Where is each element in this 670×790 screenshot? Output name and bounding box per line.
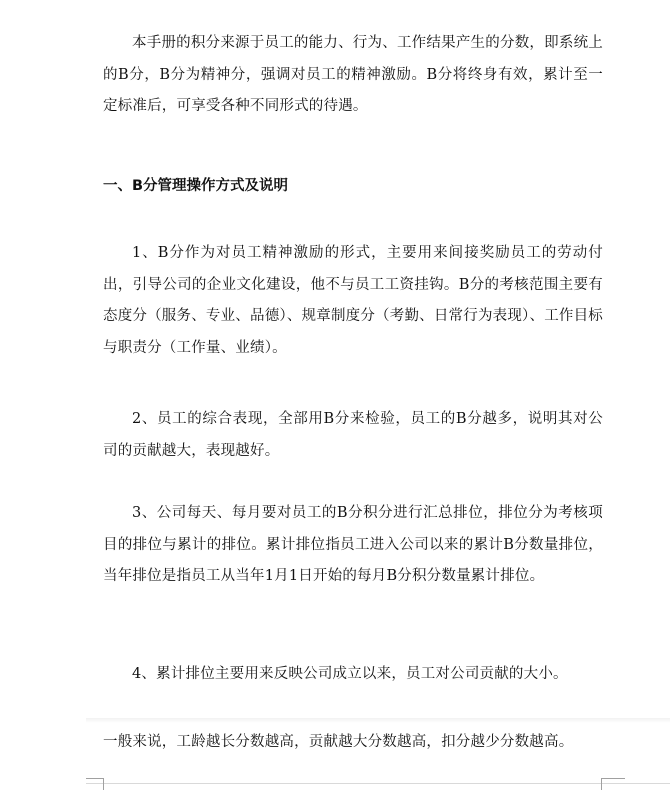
list-item-3: 3、公司每天、每月要对员工的B分积分进行汇总排位，排位分为考核项目的排位与累计的排位。累计排位指员工进入公司以来的累计B分数量排位，当年排位是指员工从当年1月1日开始的每月B分积分数量累计排位。 <box>103 505 603 584</box>
page-bottom-edge <box>86 783 670 784</box>
list-item-1: 1、B分作为对员工精神激励的形式，主要用来间接奖励员工的劳动付出，引导公司的企业文化建设，他不与员工工资挂钩。B分的考核范围主要有态度分（服务、专业、品德）、规章制度分（考勤、日常行为表现）、工作目标与职责分（工作量、业绩）。 <box>103 245 603 356</box>
summary-paragraph: 一般来说，工龄越长分数越高，贡献越大分数越高，扣分越少分数越高。 <box>103 734 574 750</box>
section-heading: 一、B分管理操作方式及说明 <box>103 178 289 194</box>
intro-paragraph: 本手册的积分来源于员工的能力、行为、工作结果产生的分数，即系统上的B分，B分为精神分，强调对员工的精神激励。B分将终身有效，累计至一定标准后，可享受各种不同形式的待遇。 <box>103 35 603 114</box>
page-break-divider <box>86 718 670 723</box>
margin-corner-mark-left <box>86 778 104 790</box>
list-item-4: 4、累计排位主要用来反映公司成立以来，员工对公司贡献的大小。 <box>132 666 568 682</box>
margin-corner-mark-right <box>601 778 625 790</box>
list-item-2: 2、员工的综合表现，全部用B分来检验，员工的B分越多，说明其对公司的贡献越大，表现越好。 <box>103 411 603 459</box>
